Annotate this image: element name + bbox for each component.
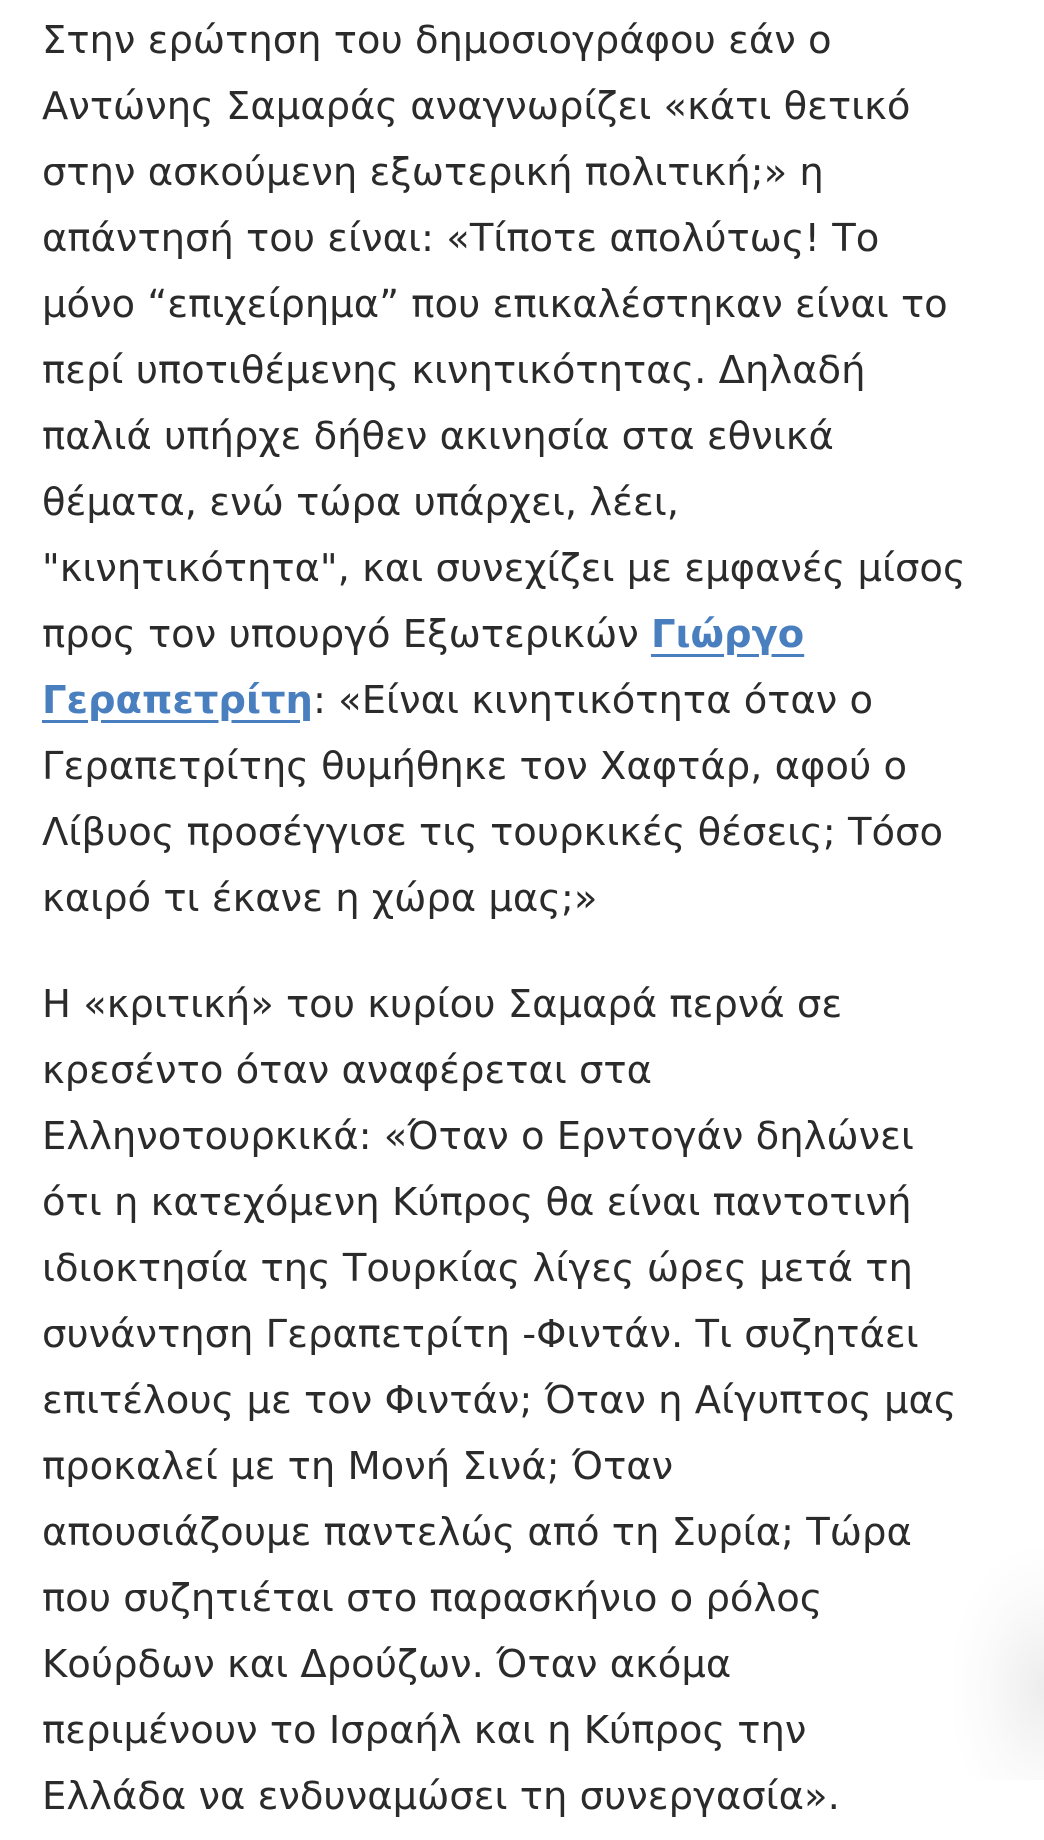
article-body	[42, 8, 1032, 1830]
article-paragraph: Η «κριτική» του κυρίου Σαμαρά περνά σε κρεσέντο όταν αναφέρεται στα Ελληνοτουρκικά: «Όταν ο Ερντογάν δηλώνει ότι η κατεχόμενη Κύπρος θα είναι παντοτινή ιδιοκτησία της Τουρκίας λίγες ώρες μετά τη συνάντηση Γεραπετρίτη -Φιντάν. Τι συζητάει επιτέλους με τον Φιντάν; Όταν η Αίγυπτος μας προκαλεί με τη Μονή Σινά; Όταν απουσιάζουμε παντελώς από τη Συρία; Τώρα που συζητιέται στο παρασκήνιο ο ρόλος Κούρδων και Δρούζων. Όταν ακόμα περιμένουν το Ισραήλ και η Κύπρος την Ελλάδα να ενδυναμώσει τη συνεργασία».	[42, 982, 957, 1819]
paragraph-text: Στην ερώτηση του δημοσιογράφου εάν ο Αντώνης Σαμαράς αναγνωρίζει «κάτι θετικό στην ασκούμενη εξωτερική πολιτική;» η απάντησή του είναι: «Τίποτε απολύτως! Το μόνο “επιχείρημα” που επικαλέστηκαν είναι το περί υποτιθέμενης κινητικότητας. Δηλαδή παλιά υπήρχε δήθεν ακινησία στα εθνικά θέματα, ενώ τώρα υπάρχει, λέει, "κινητικότητα", και συνεχίζει με εμφανές μίσος προς τον υπουργό Εξωτερικών	[42, 18, 966, 657]
paragraph-text: : «Είναι κινητικότητα όταν ο Γεραπετρίτης θυμήθηκε τον Χαφτάρ, αφού ο Λίβυος προσέγγισε τις τουρκικές θέσεις; Τόσο καιρό τι έκανε η χώρα μας;»	[42, 678, 944, 921]
minister-link[interactable]: Γιώργο Γεραπετρίτη	[42, 612, 805, 723]
article-paragraph	[42, 8, 1032, 932]
